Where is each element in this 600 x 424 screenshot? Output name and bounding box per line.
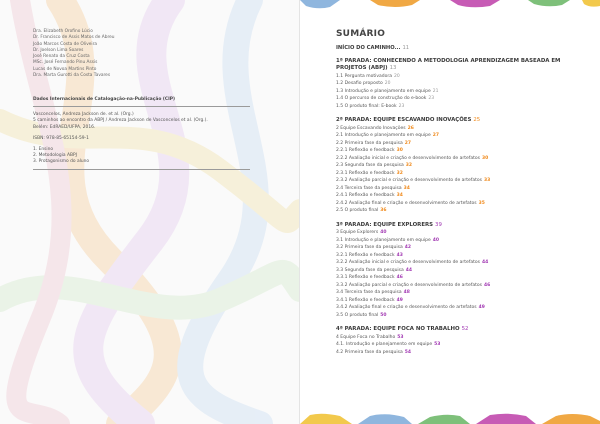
toc-entry-label: 1.1 Pergunta motivadora [336,73,392,79]
toc-entry[interactable] [336,304,586,312]
toc-entry[interactable] [336,80,586,88]
toc-page-number: 32 [396,170,403,176]
toc-section-label: 2ª PARADA: EQUIPE ESCAVANDO INOVAÇÕES [336,117,472,124]
cip-subject: 2. Metodologia ABPJ [33,153,77,159]
toc-page-number: 13 [389,65,397,72]
credit-line: MSc. José Fernando Pinu Assis [33,60,98,66]
toc-entry-label: 3.2.1 Reflexão e feedback [336,252,395,258]
toc-start-entry[interactable] [336,45,586,51]
toc-page-number: 53 [434,342,441,348]
toc-entry-label: 2.1 Introdução e planejamento em equipe [336,133,431,139]
credit-line: Lucas de Novoa Martins Pinto [33,66,97,72]
toc-page-number: 25 [473,117,481,124]
toc-entry-label: INÍCIO DO CAMINHO... [336,45,401,51]
toc-entry[interactable] [336,103,586,111]
toc-page-number: 48 [403,290,410,296]
toc-section-title[interactable] [336,117,586,124]
toc-entry-label: 3.4.1 Reflexão e feedback [336,297,395,303]
toc-entry-label: 1.4 O percurso de construção do e-book [336,96,427,102]
toc-entry[interactable] [336,207,586,215]
toc-page-number: 33 [483,178,491,184]
toc-entry-label: 1.2 Desafio proposto [336,81,383,87]
toc-entry-label: 3.4 Terceira fase da pesquisa [336,290,402,296]
toc-entry-label: 3.3.1 Reflexão e feedback [336,275,395,281]
cip-citation-line: Belém: EdRAED/UFPA, 2016. [33,124,96,130]
toc-entry[interactable] [336,125,586,133]
toc-page-number: 30 [396,148,403,154]
toc-entry[interactable] [336,289,586,297]
toc-entry-label: 4.1. Introdução e planejamento em equipe [336,342,433,348]
toc-entry-label: 3 Equipe Explorers [336,230,379,236]
toc-entry[interactable] [336,95,586,103]
toc-entry[interactable] [336,297,586,305]
toc-entry[interactable] [336,177,586,185]
toc-page-number: 40 [380,230,387,236]
toc-page-number: 46 [483,282,491,288]
toc-entry-label: 2.3 Segunda fase da pesquisa [336,163,404,169]
toc-entry-label: 3.3 Segunda fase da pesquisa [336,267,404,273]
toc-section-title[interactable] [336,58,586,73]
toc-page-number: 53 [397,334,404,340]
toc-page-number: 49 [478,305,485,311]
toc-page-number: 21 [432,88,439,94]
toc-page-number: 46 [396,275,403,281]
toc-entry-label: 3.2 Primeira fase da pesquisa [336,245,403,251]
cip-citation-line: 5 caminhos ao encontro da ABPJ / Andreza Jackson de Vasconcelos et al. (Org.). [33,118,208,124]
toc-section-label: 4ª PARADA: EQUIPE FOCA NO TRABALHO [336,326,460,333]
toc-entry[interactable] [336,170,586,178]
cip-isbn: ISBN: 978-85-65154-59-1 [33,135,89,141]
top-decorative-strip [300,0,600,10]
toc-entry[interactable] [336,155,586,163]
credit-line: Dra. Marta Gurotti da Costa Tavares [33,73,111,79]
credit-line: Dr. Francisco de Assis Matos de Abreu [33,35,115,41]
toc-section-label: 1ª PARADA: CONHECENDO A METODOLOGIA APRENDIZAGEM BASEADA EM PROJETOS (ABPJ) [336,58,561,72]
toc-entry-label: 3.2.2 Avaliação inicial e criação e desenvolvimento de artefatos [336,260,480,266]
toc-entry-label: 2 Equipe Escavando Inovações [336,125,406,131]
toc-entry-label: 2.3.1 Reflexão e feedback [336,170,395,176]
toc-page-number: 50 [380,312,387,318]
toc-entry-label: 2.4.2 Avaliação final e criação e desenvolvimento de artefatos [336,200,477,206]
cip-subject: 3. Protagonismo do aluno [33,159,90,165]
table-of-contents [336,29,586,356]
toc-section-label: 3ª PARADA: EQUIPE EXPLORERS [336,221,434,228]
toc-entry[interactable] [336,282,586,290]
toc-entry[interactable] [336,229,586,237]
cip-divider-bottom [33,169,250,170]
toc-entry[interactable] [336,341,586,349]
toc-entry[interactable] [336,132,586,140]
toc-page-number: 54 [404,349,411,355]
toc-page-number: 40 [432,237,440,243]
toc-entry-label: 3.3.2 Avaliação parcial e criação e desenvolvimento de artefatos [336,282,482,288]
cip-block [33,97,250,175]
toc-entry-label: 2.3.2 Avaliação parcial e criação e desenvolvimento de artefatos [336,178,482,184]
toc-page-number: 44 [405,267,413,273]
toc-page-number: 23 [428,96,435,102]
toc-entry[interactable] [336,162,586,170]
toc-entry[interactable] [336,185,586,193]
toc-entry-label: 2.4 Terceira fase da pesquisa [336,185,402,191]
toc-page-number: 43 [396,252,403,258]
toc-page-number: 23 [398,103,405,109]
toc-page-number: 36 [380,208,387,214]
toc-entry-label: 3.5 O produto final [336,312,379,318]
toc-page-number: 49 [396,297,403,303]
toc-entry[interactable] [336,349,586,357]
toc-title: SUMÁRIO [336,29,386,39]
toc-section-title[interactable] [336,326,586,333]
toc-entry[interactable] [336,140,586,148]
toc-entry[interactable] [336,147,586,155]
credit-line: Dr. Joelson Lima Soares [33,47,84,53]
toc-section-title[interactable] [336,222,586,229]
toc-entry[interactable] [336,259,586,267]
toc-entry-label: 3.4.2 Avaliação final e criação e desenvolvimento de artefatos [336,305,477,311]
credits-list [33,29,115,79]
toc-entry-label: 2.2.2 Avaliação inicial e criação e desenvolvimento de artefatos [336,155,480,161]
toc-entry-label: 3.1 Introdução e planejamento em equipe [336,237,431,243]
toc-entry-label: 1.3 Introdução e planejamento em equipe [336,88,431,94]
toc-page-number: 20 [384,81,391,87]
toc-entry[interactable] [336,312,586,320]
toc-entry[interactable] [336,200,586,208]
toc-entry[interactable] [336,274,586,282]
toc-page-number: 52 [461,326,469,333]
toc-entry-label: 1.5 O produto final: E-book [336,103,397,109]
toc-page-number: 30 [481,155,489,161]
toc-page-number: 32 [405,163,413,169]
toc-page-number: 26 [407,125,414,131]
toc-entry-label: 2.2.1 Reflexão e feedback [336,148,395,154]
cip-divider [33,106,250,107]
toc-page-number: 27 [432,133,440,139]
cip-subject: 1. Ensino [33,147,54,153]
toc-entry[interactable] [336,334,586,342]
toc-entry[interactable] [336,88,586,96]
toc-entry[interactable] [336,252,586,260]
toc-page-number: 11 [402,45,410,51]
toc-page-number: 20 [393,73,400,79]
toc-page-number: 42 [404,245,411,251]
credit-line: Dra. Elizabeth Orofino Lúcio [33,29,93,34]
toc-page-number: 35 [478,200,485,206]
toc-page-number: 44 [481,260,489,266]
bottom-decorative-strip [300,412,600,424]
toc-page-number: 39 [435,221,442,228]
toc-entry[interactable] [336,192,586,200]
toc-page-number: 34 [403,185,410,191]
cip-citation-line: Vasconcelos, Andreza Jackson de. et al. (Org.) [33,112,134,118]
toc-entry[interactable] [336,237,586,245]
toc-page-number: 34 [396,193,403,199]
cip-title: Dados Internacionais de Catalogação-na-Publicação (CIP) [33,97,175,102]
toc-entry-label: 4 Equipe Foca no Trabalho [336,334,396,340]
toc-page-number: 27 [404,140,411,146]
toc-entry[interactable] [336,267,586,275]
credit-line: João Marcos Costa de Oliveira [33,41,97,47]
toc-entry[interactable] [336,73,586,81]
credit-line: José Renato da Cruz Costa [33,54,90,60]
toc-entry[interactable] [336,244,586,252]
toc-entry-label: 2.5 O produto final [336,208,379,214]
toc-entry-label: 2.2 Primeira fase da pesquisa [336,140,403,146]
toc-sections [336,58,586,356]
toc-entry-label: 4.2 Primeira fase da pesquisa [336,349,403,355]
toc-entry-label: 2.4.1 Reflexão e feedback [336,193,395,199]
